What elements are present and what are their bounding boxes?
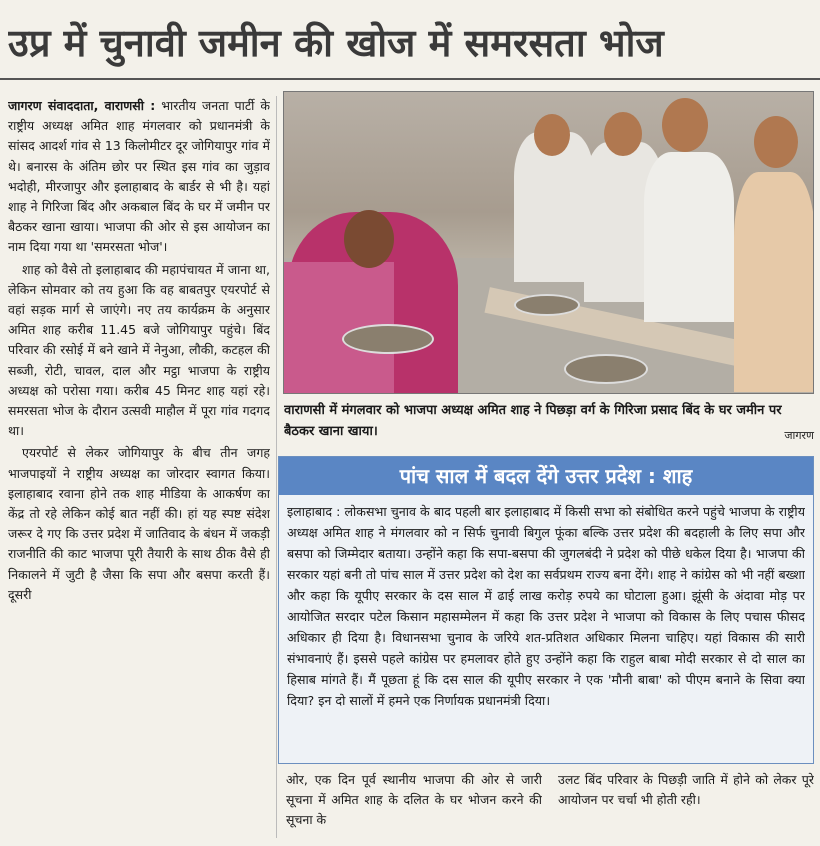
continuation-column-2: उलट बिंद परिवार के पिछड़ी जाति में होने को लेकर पूरे आयोजन पर चर्चा भी होती रही। [558,772,814,807]
photo-credit: जागरण [784,429,814,442]
photo-diner-head [534,114,570,156]
article-paragraph-3: एयरपोर्ट से लेकर जोगियापुर के बीच तीन जगह भाजपाइयों ने राष्ट्रीय अध्यक्ष का जोरदार स्वागत किया। इलाहाबाद रवाना होने तक शाह मीडिया के आकर्षण का केंद्र तो रहे लेकिन कोई बात नहीं की। हां यह स्पष्ट संदेश जरूर दे गए कि उत्तर प्रदेश में जातिवाद के बंधन में जकड़ी राजनीति की काट भाजपा पूरी तैयारी के साथ ठीक वैसे ही निकालने में जुटी है जैसा कि सपा और बसपा करती हैं। दूसरी [8,445,270,602]
photo-diner [734,172,814,392]
photo-plate [342,324,434,354]
headline: उप्र में चुनावी जमीन की खोज में समरसता भोज [8,21,664,65]
photo-woman-head [344,210,394,268]
box-body-text: इलाहाबाद : लोकसभा चुनाव के बाद पहली बार इलाहाबाद में किसी सभा को संबोधित करने पहुंचे भाजपा के राष्ट्रीय अध्यक्ष अमित शाह ने मंगलवार को न सिर्फ चुनावी बिगुल फूंका बल्कि उत्तर प्रदेश की बदहाली के लिए सपा और बसपा को जिम्मेदार बताया। उन्होंने कहा कि सपा-बसपा की जुगलबंदी ने प्रदेश को पीछे धकेल दिया है। भाजपा की सरकार यहां बनी तो पांच साल में उत्तर प्रदेश को देश का सर्वप्रथम राज्य बना देंगे। शाह ने कांग्रेस को भी नहीं बख्शा और कहा कि यूपीए सरकार के दस साल में ढाई लाख करोड़ रुपये का घोटाला हुआ। झूंसी के अंदावा मोड़ पर आयोजित सरदार पटेल किसान महासम्मेलन में कहा कि उत्तर प्रदेश ने भाजपा को विकास के लिए पचास फीसद अधिकार ही दिया है। विधानसभा चुनाव के जरिये शत-प्रतिशत अधिकार मिलना चाहिए। यहां विकास की सारी संभावनाएं हैं। इससे पहले कांग्रेस पर हमलावर होते हुए उन्होंने कहा कि राहुल बाबा मोदी सरकार से दो साल का हिसाब मांगते हैं। मैं पूछता हूं कि दस साल की यूपीए सरकार ने एक 'मौनी बाबा' को पीएम बनाने के सिवा क्या दिया? इन दो सालों में हमने एक निर्णायक प्रधानमंत्री दिया। [287,504,805,708]
news-photo [283,91,814,394]
headline-rule [0,78,820,80]
box-headline: पांच साल में बदल देंगे उत्तर प्रदेश : शाह [279,457,813,495]
byline: जागरण संवाददाता, वाराणसी : [8,98,156,113]
photo-diner-head [662,98,708,152]
photo-diner-head [604,112,642,156]
photo-plate [514,294,580,316]
photo-diner [644,152,734,322]
column-divider [276,96,277,838]
photo-plate [564,354,648,384]
left-article-column [8,96,270,838]
article-paragraph-1-text: भारतीय जनता पार्टी के राष्ट्रीय अध्यक्ष अमित शाह मंगलवार को प्रधानमंत्री के सांसद आदर्श गांव से 13 किलोमीटर दूर जोगियापुर गांव में थे। बनारस के अंतिम छोर पर स्थित इस गांव का जुड़ाव भदोही, मीरजापुर और इलाहाबाद के बार्डर से भी है। यहां शाह ने गिरिजा बिंद और अकबाल बिंद के घर में जमीन पर बैठकर खाना खाया। भाजपा की ओर से इस आयोजन का नाम दिया गया था 'समरसता भोज'। [8,98,270,255]
continuation-column-1: ओर, एक दिन पूर्व स्थानीय भाजपा की ओर से जारी सूचना में अमित शाह के दलित के घर भोजन करने की सूचना के [286,772,542,827]
photo-caption: वाराणसी में मंगलवार को भाजपा अध्यक्ष अमित शाह ने पिछड़ा वर्ग के गिरिजा प्रसाद बिंद के घर जमीन पर बैठकर खाना खाया। [284,403,782,439]
article-paragraph-2: शाह को वैसे तो इलाहाबाद की महापंचायत में जाना था, लेकिन सोमवार को तय हुआ कि वह बाबतपुर एयरपोर्ट से वहां सड़क मार्ग से जाएंगे। नए तय कार्यक्रम के अनुसार अमित शाह करीब 11.45 बजे जोगियापुर पहुंचे। बिंद परिवार की रसोई में बने खाने में नेनुआ, लौकी, कटहल की सब्जी, रोटी, चावल, दाल और मट्ठा भाजपा के राष्ट्रीय अध्यक्ष को परोसा गया। करीब 45 मिनट शाह यहां रहे। समरसता भोज के दौरान उत्सवी माहौल में पूरा गांव गदगद था। [8,261,270,439]
sidebar-news-box [278,456,814,764]
article-paragraph-1 [8,96,270,258]
photo-diner-head [754,116,798,168]
